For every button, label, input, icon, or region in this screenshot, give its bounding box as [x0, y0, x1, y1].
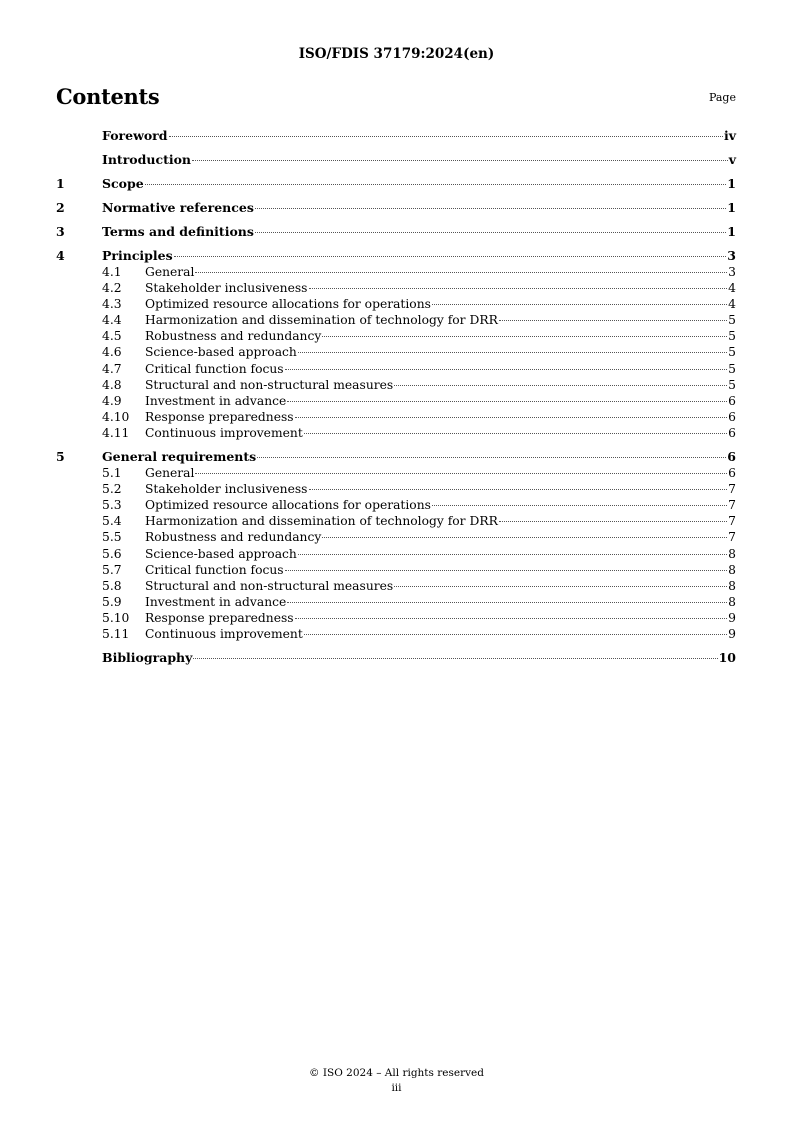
toc-entry-label: Structural and non-structural measures — [145, 578, 394, 593]
toc-subentry[interactable] — [56, 425, 736, 441]
contents-title: Contents — [56, 84, 160, 109]
toc-entry-label: Normative references — [102, 200, 254, 215]
toc-entry-number: 4.6 — [102, 345, 122, 360]
toc-entry[interactable] — [56, 224, 736, 240]
toc-subentry[interactable] — [56, 465, 736, 481]
dot-leader — [295, 417, 728, 418]
toc-entry-number: 5.2 — [102, 482, 122, 497]
toc-subentry[interactable] — [56, 328, 736, 344]
toc-entry-page: 7 — [728, 482, 736, 497]
dot-leader — [169, 136, 723, 137]
page-column-label: Page — [708, 91, 736, 104]
dot-leader — [304, 433, 727, 434]
toc-entry-label: Optimized resource allocations for operations — [145, 297, 431, 312]
dot-leader — [394, 586, 727, 587]
dot-leader — [192, 160, 728, 161]
toc-entry-number: 5.8 — [102, 578, 122, 593]
toc-subentry[interactable] — [56, 280, 736, 296]
dot-leader — [285, 570, 728, 571]
toc-entry-page: 8 — [728, 562, 736, 577]
toc-entry-label: Response preparedness — [145, 409, 294, 424]
toc-entry-number: 4.10 — [102, 409, 130, 424]
toc-entry-number: 2 — [56, 200, 65, 215]
toc-subentry[interactable] — [56, 409, 736, 425]
toc-entry-page: 8 — [728, 594, 736, 609]
toc-entry[interactable] — [56, 200, 736, 216]
toc-subentry[interactable] — [56, 562, 736, 578]
toc-entry-page: 6 — [727, 449, 736, 465]
toc-entry-number: 4.4 — [102, 313, 122, 328]
toc-entry-label: Robustness and redundancy — [145, 530, 322, 545]
toc-entry[interactable] — [56, 128, 736, 144]
dot-leader — [257, 457, 726, 458]
toc-entry-number: 5.10 — [102, 610, 130, 625]
dot-leader — [195, 272, 727, 273]
toc-entry-label: Robustness and redundancy — [145, 329, 322, 344]
toc-entry-label: Stakeholder inclusiveness — [145, 281, 308, 296]
toc-entry-page: 5 — [728, 361, 736, 376]
toc-entry-label: Optimized resource allocations for operations — [145, 498, 431, 513]
toc-entry-label: Critical function focus — [145, 361, 284, 376]
toc-entry-number: 5.3 — [102, 498, 122, 513]
table-of-contents — [56, 128, 736, 666]
toc-entry-label: General — [145, 466, 195, 481]
dot-leader — [287, 602, 727, 603]
toc-entry-label: Scope — [102, 176, 144, 191]
dot-leader — [309, 489, 728, 490]
toc-entry-page: 4 — [728, 297, 736, 312]
dot-leader — [255, 232, 726, 233]
toc-entry-number: 5.5 — [102, 530, 122, 545]
toc-subentry[interactable] — [56, 264, 736, 280]
toc-entry-page: 10 — [718, 650, 736, 666]
dot-leader — [499, 521, 727, 522]
dot-leader — [309, 288, 728, 289]
toc-entry-number: 1 — [56, 176, 65, 191]
toc-entry-number: 4 — [56, 248, 65, 263]
toc-entry-label: Science-based approach — [145, 546, 297, 561]
toc-entry-page: 8 — [728, 578, 736, 593]
toc-entry-label: Continuous improvement — [145, 626, 303, 641]
dot-leader — [322, 336, 727, 337]
toc-entry-number: 5.11 — [102, 626, 130, 641]
toc-entry-number: 4.11 — [102, 425, 130, 440]
toc-subentry[interactable] — [56, 513, 736, 529]
toc-subentry[interactable] — [56, 529, 736, 545]
toc-entry-label: Stakeholder inclusiveness — [145, 482, 308, 497]
toc-subentry[interactable] — [56, 312, 736, 328]
toc-subentry[interactable] — [56, 361, 736, 377]
toc-entry-page: 5 — [728, 329, 736, 344]
toc-entry[interactable] — [56, 650, 736, 666]
toc-subentry[interactable] — [56, 594, 736, 610]
toc-subentry[interactable] — [56, 497, 736, 513]
toc-entry[interactable] — [56, 152, 736, 168]
toc-entry-page: 8 — [728, 546, 736, 561]
toc-entry-page: 1 — [727, 176, 736, 191]
dot-leader — [432, 505, 727, 506]
dot-leader — [193, 658, 717, 659]
toc-entry-page: 3 — [728, 265, 736, 279]
toc-entry-page: 9 — [728, 610, 736, 625]
toc-entry-page: 7 — [728, 514, 736, 529]
toc-entry-label: Introduction — [102, 152, 192, 167]
dot-leader — [304, 634, 727, 635]
toc-subentry[interactable] — [56, 393, 736, 409]
toc-entry-number: 5.6 — [102, 546, 122, 561]
toc-entry-number: 4.3 — [102, 297, 122, 312]
toc-entry-page: 5 — [728, 313, 736, 328]
toc-entry-page: 3 — [727, 248, 736, 263]
toc-entry-number: 5.7 — [102, 562, 122, 577]
toc-entry-page: 9 — [728, 626, 736, 641]
toc-subentry[interactable] — [56, 578, 736, 594]
document-id-header: ISO/FDIS 37179:2024(en) — [298, 46, 495, 62]
toc-entry-label: Harmonization and dissemination of technology for DRR — [145, 313, 498, 328]
toc-entry-page: 1 — [727, 200, 736, 215]
toc-subentry[interactable] — [56, 296, 736, 312]
toc-entry-number: 5.1 — [102, 466, 122, 481]
dot-leader — [145, 184, 727, 185]
toc-entry-label: Investment in advance — [145, 594, 287, 609]
toc-entry-label: Bibliography — [102, 650, 193, 666]
toc-entry[interactable] — [56, 248, 736, 264]
dot-leader — [285, 369, 728, 370]
toc-entry-number: 4.7 — [102, 361, 122, 376]
dot-leader — [432, 304, 727, 305]
toc-entry-page: 6 — [728, 466, 736, 481]
toc-entry-page: 7 — [728, 498, 736, 513]
toc-entry[interactable] — [56, 449, 736, 465]
toc-entry-number: 4.1 — [102, 265, 122, 279]
dot-leader — [298, 352, 727, 353]
page-footer — [0, 1066, 793, 1096]
toc-entry-number: 4.9 — [102, 393, 122, 408]
toc-entry-number: 3 — [56, 224, 65, 239]
toc-entry-label: Response preparedness — [145, 610, 294, 625]
toc-subentry[interactable] — [56, 481, 736, 497]
toc-entry-number: 5.9 — [102, 594, 122, 609]
toc-entry-label: Science-based approach — [145, 345, 297, 360]
toc-entry-page: 5 — [728, 377, 736, 392]
toc-entry-page: 6 — [728, 425, 736, 440]
toc-subentry[interactable] — [56, 626, 736, 642]
toc-entry-label: Principles — [102, 248, 173, 263]
toc-entry-number: 4.8 — [102, 377, 122, 392]
toc-entry-label: General — [145, 265, 195, 279]
toc-entry-label: Structural and non-structural measures — [145, 377, 394, 392]
toc-subentry[interactable] — [56, 344, 736, 360]
copyright-notice: © ISO 2024 – All rights reserved — [309, 1067, 484, 1079]
toc-entry-number: 4.5 — [102, 329, 122, 344]
dot-leader — [298, 554, 727, 555]
toc-entry-label: Investment in advance — [145, 393, 287, 408]
toc-entry-page: 4 — [728, 281, 736, 296]
toc-subentry[interactable] — [56, 546, 736, 562]
toc-entry-page: 5 — [728, 345, 736, 360]
toc-entry-page: 1 — [727, 224, 736, 239]
toc-subentry[interactable] — [56, 610, 736, 626]
toc-entry-page: iv — [723, 128, 736, 143]
toc-entry-label: Terms and definitions — [102, 224, 254, 239]
dot-leader — [255, 208, 726, 209]
dot-leader — [295, 618, 728, 619]
dot-leader — [499, 320, 727, 321]
toc-entry-label: General requirements — [102, 449, 257, 465]
page-number: iii — [391, 1082, 402, 1094]
dot-leader — [287, 401, 727, 402]
toc-entry-number: 4.2 — [102, 281, 122, 296]
dot-leader — [322, 537, 727, 538]
toc-entry-number: 5.4 — [102, 514, 122, 529]
dot-leader — [195, 473, 727, 474]
dot-leader — [394, 385, 727, 386]
toc-entry-label: Continuous improvement — [145, 425, 303, 440]
toc-entry-label: Foreword — [102, 128, 168, 143]
toc-entry-page: 7 — [728, 530, 736, 545]
toc-entry-page: 6 — [728, 409, 736, 424]
toc-entry[interactable] — [56, 176, 736, 192]
toc-entry-number: 5 — [56, 449, 65, 465]
toc-entry-label: Harmonization and dissemination of technology for DRR — [145, 514, 498, 529]
toc-entry-page: v — [728, 152, 736, 167]
toc-subentry[interactable] — [56, 377, 736, 393]
toc-entry-label: Critical function focus — [145, 562, 284, 577]
dot-leader — [174, 256, 727, 257]
toc-entry-page: 6 — [728, 393, 736, 408]
